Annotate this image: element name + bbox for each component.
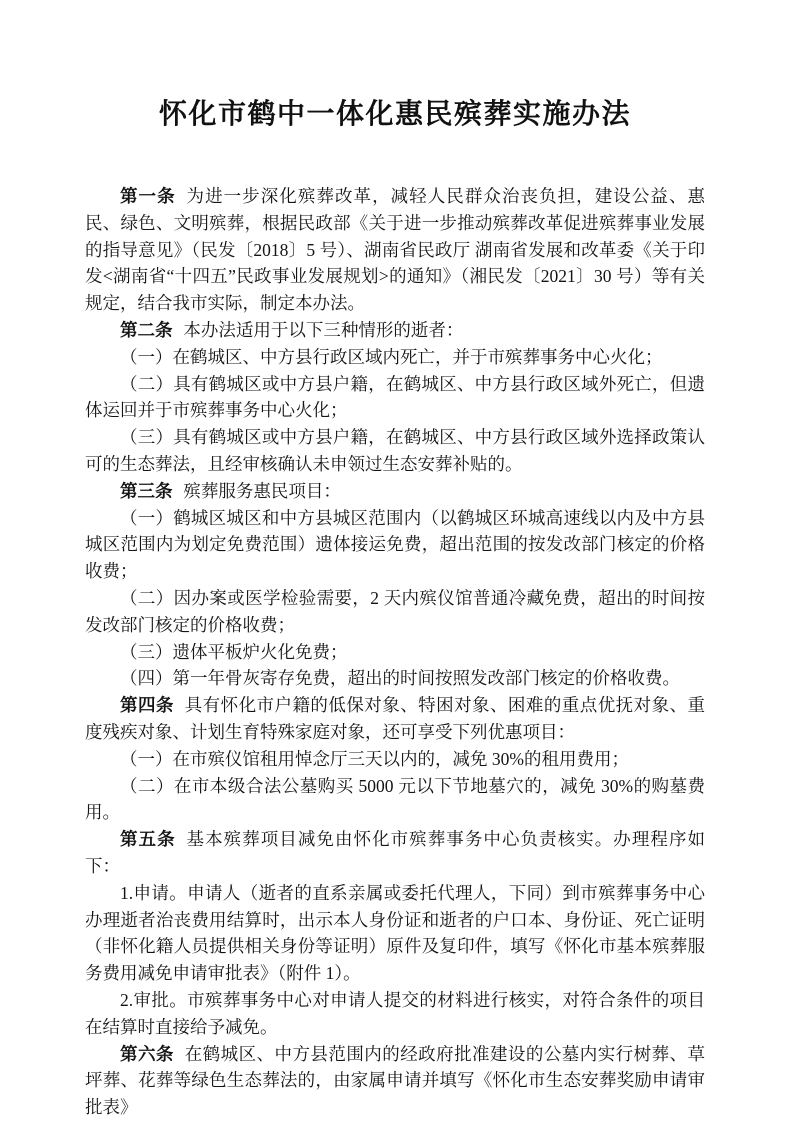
paragraph-text: 2.审批。市殡葬事务中心对申请人提交的材料进行核实，对符合条件的项目在结算时直接给予减免。 [85,989,705,1037]
paragraph-text: （二）具有鹤城区或中方县户籍，在鹤城区、中方县行政区域外死亡，但遗体运回并于市殡葬事务中心火化； [85,373,705,421]
article-number: 第四条 [120,695,174,716]
paragraph [85,424,705,478]
paragraph-text: 基本殡葬项目减免由怀化市殡葬事务中心负责核实。办理程序如下： [85,829,706,876]
page-title: 怀化市鹤中一体化惠民殡葬实施办法 [158,98,631,129]
paragraph-text: 在鹤城区、中方县范围内的经政府批准建设的公墓内实行树葬、草坪葬、花葬等绿色生态葬法的，由家属申请并填写《怀化市生态安葬奖励申请审批表》 [85,1043,706,1118]
paragraph [85,1041,705,1121]
paragraph-text: 本办法适用于以下三种情形的逝者： [183,319,464,340]
paragraph [85,371,705,425]
paragraph [85,478,705,505]
paragraph [85,505,705,585]
paragraph [85,826,705,880]
paragraph [85,639,705,666]
paragraph [85,746,705,773]
article-number: 第六条 [120,1043,174,1064]
paragraph-text: （三）遗体平板炉火化免费； [120,641,348,662]
paragraph-text: （一）鹤城区城区和中方县城区范围内（以鹤城区环城高速线以内及中方县城区范围内为划定免费范围）遗体接运免费，超出范围的按发改部门核定的价格收费； [85,507,705,582]
paragraph [85,344,705,371]
paragraph-text: 1.申请。申请人（逝者的直系亲属或委托代理人，下同）到市殡葬事务中心办理逝者治丧费用结算时，出示本人身份证和逝者的户口本、身份证、死亡证明（非怀化籍人员提供相关身份等证明）原件及复印件，填写《怀化市基本殡葬服务费用减免申请审批表》（附件 1）。 [85,882,705,984]
paragraph [85,585,705,639]
paragraph-text: 具有怀化市户籍的低保对象、特困对象、困难的重点优抚对象、重度残疾对象、计划生育特殊家庭对象，还可享受下列优惠项目： [85,695,706,742]
paragraph-text: （二）在市本级合法公墓购买 5000 元以下节地墓穴的，减免 30%的购墓费用。 [85,775,705,823]
article-number: 第一条 [120,186,176,206]
paragraph-text: （一）在市殡仪馆租用悼念厅三天以内的，减免 30%的租用费用； [120,748,629,769]
paragraph [85,317,705,344]
document-body [85,183,705,1121]
paragraph-text: （三）具有鹤城区或中方县户籍，在鹤城区、中方县行政区域外选择政策认可的生态葬法，且经审核确认未申领过生态安葬补贴的。 [85,427,705,474]
article-number: 第三条 [120,480,173,501]
paragraph-text: 殡葬服务惠民项目： [183,480,341,501]
paragraph [85,665,705,692]
paragraph [85,692,705,746]
article-number: 第五条 [120,829,176,850]
paragraph-text: （一）在鹤城区、中方县行政区域内死亡，并于市殡葬事务中心火化； [120,346,663,367]
paragraph [85,183,705,317]
paragraph [85,773,705,827]
paragraph [85,987,705,1041]
article-number: 第二条 [120,319,173,340]
paragraph-text: （四）第一年骨灰寄存免费，超出的时间按照发改部门核定的价格收费。 [120,668,680,689]
paragraph [85,880,705,987]
paragraph-text: 为进一步深化殡葬改革，减轻人民群众治丧负担，建设公益、惠民、绿色、文明殡葬，根据民政部《关于进一步推动殡葬改革促进殡葬事业发展的指导意见》（民发〔2018〕5 号）、湖南省民政厅 湖南省发展和改革委《关于印发<湖南省“十四五”民政事业发展规划>的通知》（湘民发〔2021〕30 号）等有关规定，结合我市实际，制定本办法。 [85,186,706,314]
paragraph-text: （二）因办案或医学检验需要，2 天内殡仪馆普通冷藏免费，超出的时间按发改部门核定的价格收费； [85,587,705,635]
